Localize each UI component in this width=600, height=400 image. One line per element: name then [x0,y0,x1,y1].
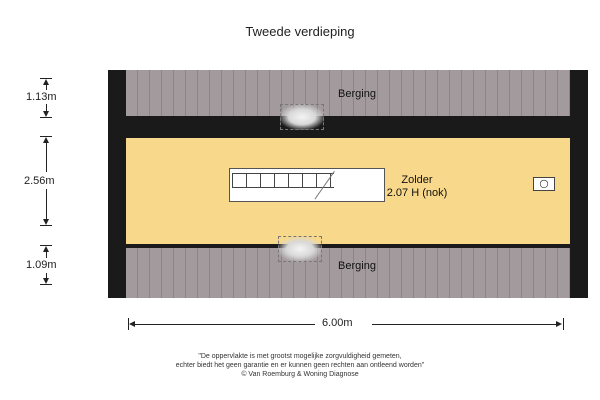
room-height-label: 2.07 H (nok) [386,187,448,199]
stair-step [246,173,247,187]
stair-step [232,173,233,187]
stair-step [316,173,317,187]
stairs-cut-line [314,171,334,199]
dimension-top-label: 1.13m [26,91,57,103]
floor-plan [108,70,588,298]
stairs-arrow [232,187,250,188]
dimension-arrow [556,321,562,327]
disclaimer-line-1: "De oppervlakte is met grootst mogelijke zorgvuldigheid gemeten, [198,353,402,360]
skylight-icon [280,104,324,130]
copyright-line: © Van Roemburg & Woning Diagnose [241,371,359,378]
dimension-line [46,189,47,219]
wall-divider-top [126,116,570,120]
dimension-bottom-label: 1.09m [26,259,57,271]
dimension-line [46,84,47,90]
boiler-icon: ◯ [533,177,555,191]
stair-step [288,173,289,187]
dimension-line [46,142,47,172]
stair-step [274,173,275,187]
berging-bottom-area [126,248,570,298]
dimension-tick [40,117,52,118]
dimension-tick [40,284,52,285]
stairs-stringer-top [232,173,334,174]
room-label-zolder: Zolder [401,174,433,186]
dimension-line [135,324,315,325]
room-label-berging-top: Berging [338,88,376,100]
floor-title: Tweede verdieping [245,24,355,39]
dimension-middle-label: 2.56m [24,175,55,187]
dimension-line [46,252,47,258]
skylight-icon [278,236,322,262]
stairs-icon [229,168,385,202]
dimension-tick [40,225,52,226]
dimension-line [372,324,557,325]
dimension-width-label: 6.00m [322,317,353,329]
disclaimer-line-2: echter biedt het geen garantie en er kunnen geen rechten aan ontleend worden" [175,362,425,369]
dimension-tick [40,136,52,137]
room-label-berging-bottom: Berging [338,260,376,272]
stair-step [260,173,261,187]
dimension-tick [563,318,564,330]
stair-step [302,173,303,187]
